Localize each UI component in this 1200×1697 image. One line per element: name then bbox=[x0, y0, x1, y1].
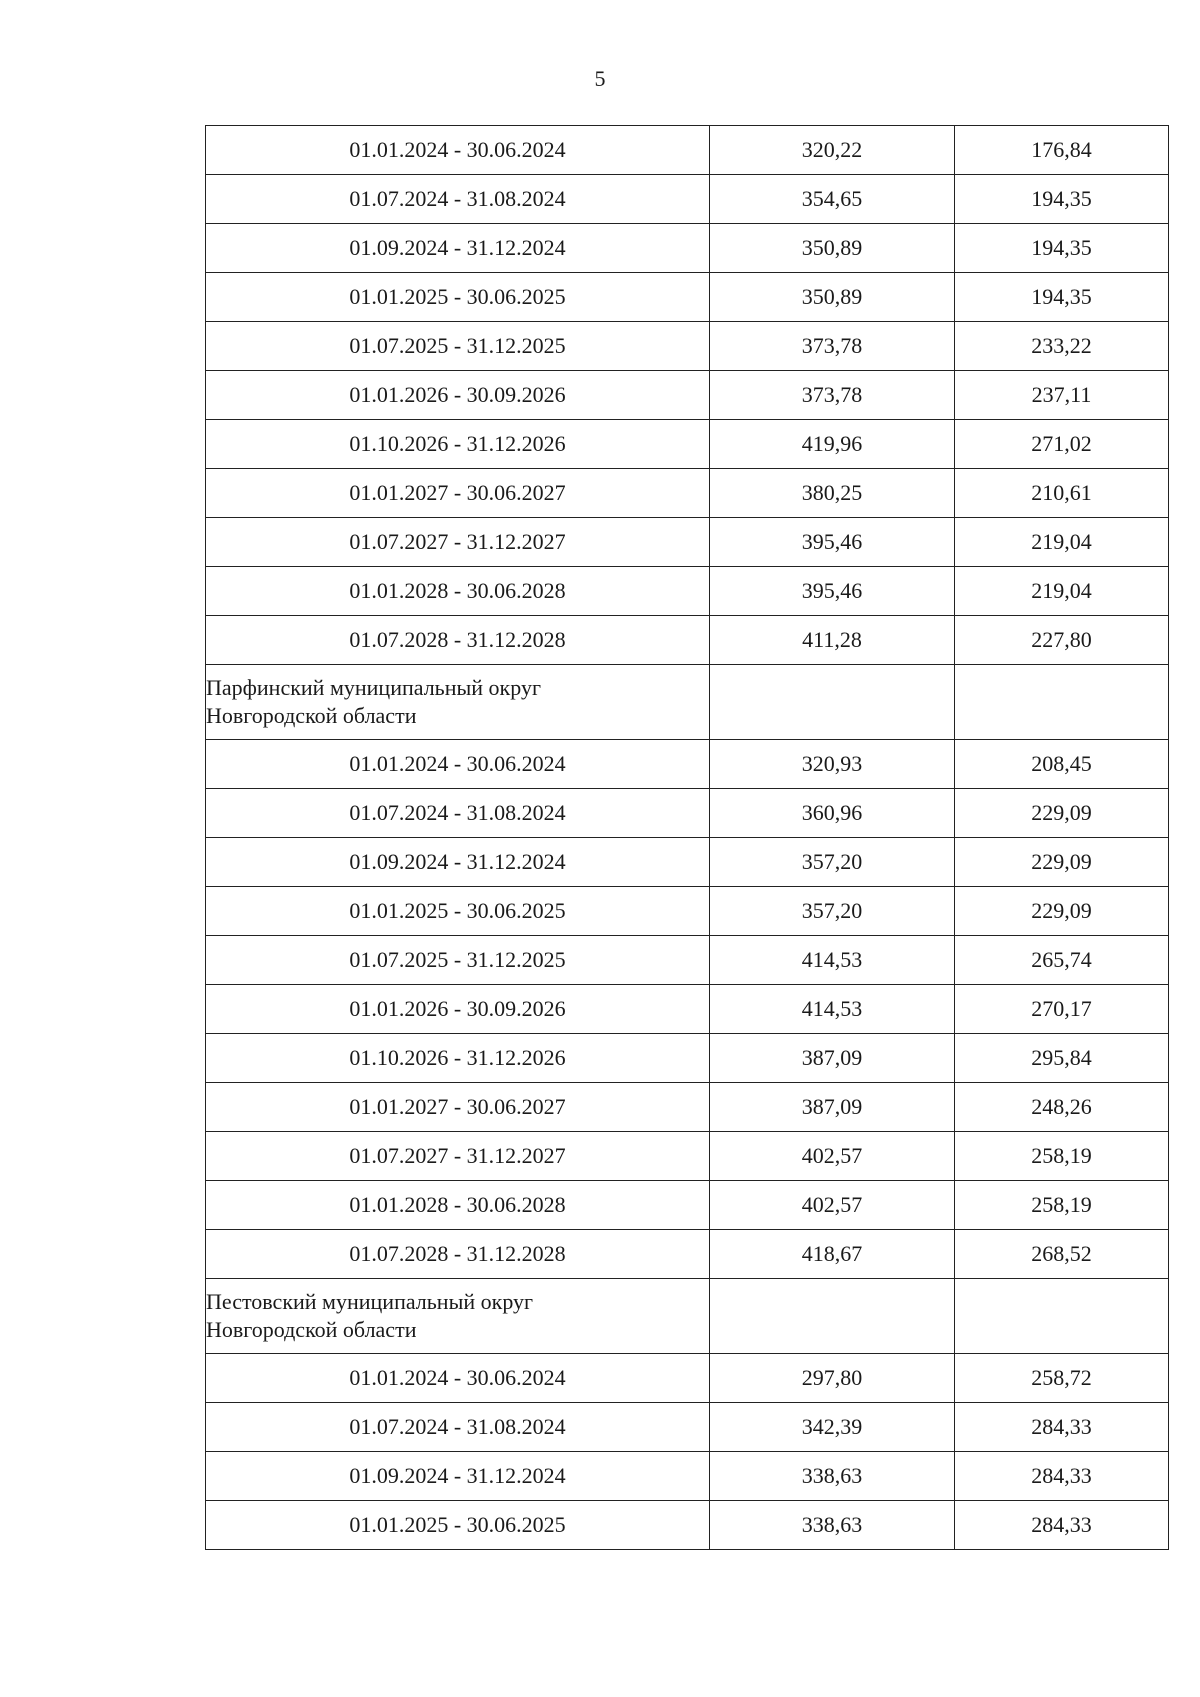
period-cell: 01.07.2027 - 31.12.2027 bbox=[206, 518, 710, 567]
table-row bbox=[206, 1403, 1169, 1452]
table-row bbox=[206, 1181, 1169, 1230]
table-row bbox=[206, 789, 1169, 838]
value-cell-1: 360,96 bbox=[710, 789, 955, 838]
value-cell-2: 229,09 bbox=[955, 789, 1169, 838]
section-row bbox=[206, 1279, 1169, 1354]
value-cell-1: 387,09 bbox=[710, 1034, 955, 1083]
period-cell: 01.07.2028 - 31.12.2028 bbox=[206, 616, 710, 665]
table-row bbox=[206, 371, 1169, 420]
table-row bbox=[206, 1354, 1169, 1403]
table-row bbox=[206, 985, 1169, 1034]
value-cell-1: 338,63 bbox=[710, 1452, 955, 1501]
value-cell-1: 320,93 bbox=[710, 740, 955, 789]
tariff-table bbox=[205, 125, 1169, 1550]
municipality-name-line1: Пестовский муниципальный округ bbox=[206, 1289, 534, 1314]
table-row bbox=[206, 936, 1169, 985]
value-cell-1: 411,28 bbox=[710, 616, 955, 665]
value-cell-2: 194,35 bbox=[955, 175, 1169, 224]
table-row bbox=[206, 740, 1169, 789]
table-row bbox=[206, 175, 1169, 224]
page-number: 5 bbox=[594, 66, 606, 91]
table-row bbox=[206, 1501, 1169, 1550]
section-row bbox=[206, 665, 1169, 740]
empty-cell-2 bbox=[955, 1279, 1169, 1354]
value-cell-1: 402,57 bbox=[710, 1132, 955, 1181]
value-cell-2: 219,04 bbox=[955, 567, 1169, 616]
table-row bbox=[206, 420, 1169, 469]
value-cell-1: 387,09 bbox=[710, 1083, 955, 1132]
empty-cell-2 bbox=[955, 665, 1169, 740]
value-cell-1: 297,80 bbox=[710, 1354, 955, 1403]
period-cell: 01.09.2024 - 31.12.2024 bbox=[206, 838, 710, 887]
value-cell-1: 402,57 bbox=[710, 1181, 955, 1230]
table-row bbox=[206, 1132, 1169, 1181]
value-cell-2: 227,80 bbox=[955, 616, 1169, 665]
table-row bbox=[206, 322, 1169, 371]
table-row bbox=[206, 273, 1169, 322]
municipality-name bbox=[206, 1279, 710, 1354]
period-cell: 01.07.2024 - 31.08.2024 bbox=[206, 789, 710, 838]
table-row bbox=[206, 1034, 1169, 1083]
period-cell: 01.07.2024 - 31.08.2024 bbox=[206, 175, 710, 224]
period-cell: 01.09.2024 - 31.12.2024 bbox=[206, 1452, 710, 1501]
table-row bbox=[206, 567, 1169, 616]
value-cell-2: 194,35 bbox=[955, 273, 1169, 322]
period-cell: 01.10.2026 - 31.12.2026 bbox=[206, 1034, 710, 1083]
value-cell-2: 176,84 bbox=[955, 126, 1169, 175]
value-cell-2: 194,35 bbox=[955, 224, 1169, 273]
value-cell-1: 357,20 bbox=[710, 838, 955, 887]
value-cell-1: 350,89 bbox=[710, 273, 955, 322]
value-cell-1: 350,89 bbox=[710, 224, 955, 273]
value-cell-2: 233,22 bbox=[955, 322, 1169, 371]
period-cell: 01.07.2024 - 31.08.2024 bbox=[206, 1403, 710, 1452]
value-cell-1: 414,53 bbox=[710, 985, 955, 1034]
empty-cell-1 bbox=[710, 665, 955, 740]
municipality-name-line1: Парфинский муниципальный округ bbox=[206, 675, 541, 700]
value-cell-2: 208,45 bbox=[955, 740, 1169, 789]
period-cell: 01.07.2027 - 31.12.2027 bbox=[206, 1132, 710, 1181]
period-cell: 01.01.2024 - 30.06.2024 bbox=[206, 126, 710, 175]
empty-cell-1 bbox=[710, 1279, 955, 1354]
period-cell: 01.07.2028 - 31.12.2028 bbox=[206, 1230, 710, 1279]
table-row bbox=[206, 126, 1169, 175]
value-cell-2: 284,33 bbox=[955, 1403, 1169, 1452]
table-row bbox=[206, 518, 1169, 567]
value-cell-2: 295,84 bbox=[955, 1034, 1169, 1083]
value-cell-2: 258,19 bbox=[955, 1181, 1169, 1230]
value-cell-2: 284,33 bbox=[955, 1501, 1169, 1550]
value-cell-1: 395,46 bbox=[710, 518, 955, 567]
value-cell-2: 258,72 bbox=[955, 1354, 1169, 1403]
period-cell: 01.01.2027 - 30.06.2027 bbox=[206, 469, 710, 518]
table-row bbox=[206, 1083, 1169, 1132]
value-cell-2: 229,09 bbox=[955, 887, 1169, 936]
period-cell: 01.01.2028 - 30.06.2028 bbox=[206, 567, 710, 616]
value-cell-2: 268,52 bbox=[955, 1230, 1169, 1279]
period-cell: 01.01.2028 - 30.06.2028 bbox=[206, 1181, 710, 1230]
value-cell-2: 270,17 bbox=[955, 985, 1169, 1034]
value-cell-1: 320,22 bbox=[710, 126, 955, 175]
municipality-name-line2: Новгородской области bbox=[206, 703, 417, 728]
value-cell-1: 373,78 bbox=[710, 371, 955, 420]
value-cell-2: 258,19 bbox=[955, 1132, 1169, 1181]
value-cell-2: 237,11 bbox=[955, 371, 1169, 420]
period-cell: 01.01.2025 - 30.06.2025 bbox=[206, 1501, 710, 1550]
period-cell: 01.01.2027 - 30.06.2027 bbox=[206, 1083, 710, 1132]
period-cell: 01.01.2024 - 30.06.2024 bbox=[206, 740, 710, 789]
table-row bbox=[206, 1230, 1169, 1279]
period-cell: 01.01.2026 - 30.09.2026 bbox=[206, 371, 710, 420]
period-cell: 01.01.2026 - 30.09.2026 bbox=[206, 985, 710, 1034]
municipality-name-line2: Новгородской области bbox=[206, 1317, 417, 1342]
value-cell-1: 414,53 bbox=[710, 936, 955, 985]
period-cell: 01.01.2025 - 30.06.2025 bbox=[206, 887, 710, 936]
value-cell-2: 284,33 bbox=[955, 1452, 1169, 1501]
tariff-table-body bbox=[206, 126, 1169, 1550]
value-cell-2: 248,26 bbox=[955, 1083, 1169, 1132]
table-row bbox=[206, 469, 1169, 518]
value-cell-1: 419,96 bbox=[710, 420, 955, 469]
value-cell-1: 373,78 bbox=[710, 322, 955, 371]
period-cell: 01.07.2025 - 31.12.2025 bbox=[206, 322, 710, 371]
value-cell-2: 265,74 bbox=[955, 936, 1169, 985]
value-cell-1: 342,39 bbox=[710, 1403, 955, 1452]
period-cell: 01.09.2024 - 31.12.2024 bbox=[206, 224, 710, 273]
value-cell-2: 271,02 bbox=[955, 420, 1169, 469]
table-row bbox=[206, 838, 1169, 887]
municipality-name bbox=[206, 665, 710, 740]
value-cell-1: 354,65 bbox=[710, 175, 955, 224]
table-row bbox=[206, 1452, 1169, 1501]
table-row bbox=[206, 224, 1169, 273]
period-cell: 01.01.2024 - 30.06.2024 bbox=[206, 1354, 710, 1403]
value-cell-2: 219,04 bbox=[955, 518, 1169, 567]
value-cell-1: 338,63 bbox=[710, 1501, 955, 1550]
table-row bbox=[206, 616, 1169, 665]
value-cell-2: 210,61 bbox=[955, 469, 1169, 518]
value-cell-1: 357,20 bbox=[710, 887, 955, 936]
period-cell: 01.01.2025 - 30.06.2025 bbox=[206, 273, 710, 322]
value-cell-1: 418,67 bbox=[710, 1230, 955, 1279]
table-row bbox=[206, 887, 1169, 936]
value-cell-2: 229,09 bbox=[955, 838, 1169, 887]
value-cell-1: 395,46 bbox=[710, 567, 955, 616]
value-cell-1: 380,25 bbox=[710, 469, 955, 518]
period-cell: 01.10.2026 - 31.12.2026 bbox=[206, 420, 710, 469]
period-cell: 01.07.2025 - 31.12.2025 bbox=[206, 936, 710, 985]
